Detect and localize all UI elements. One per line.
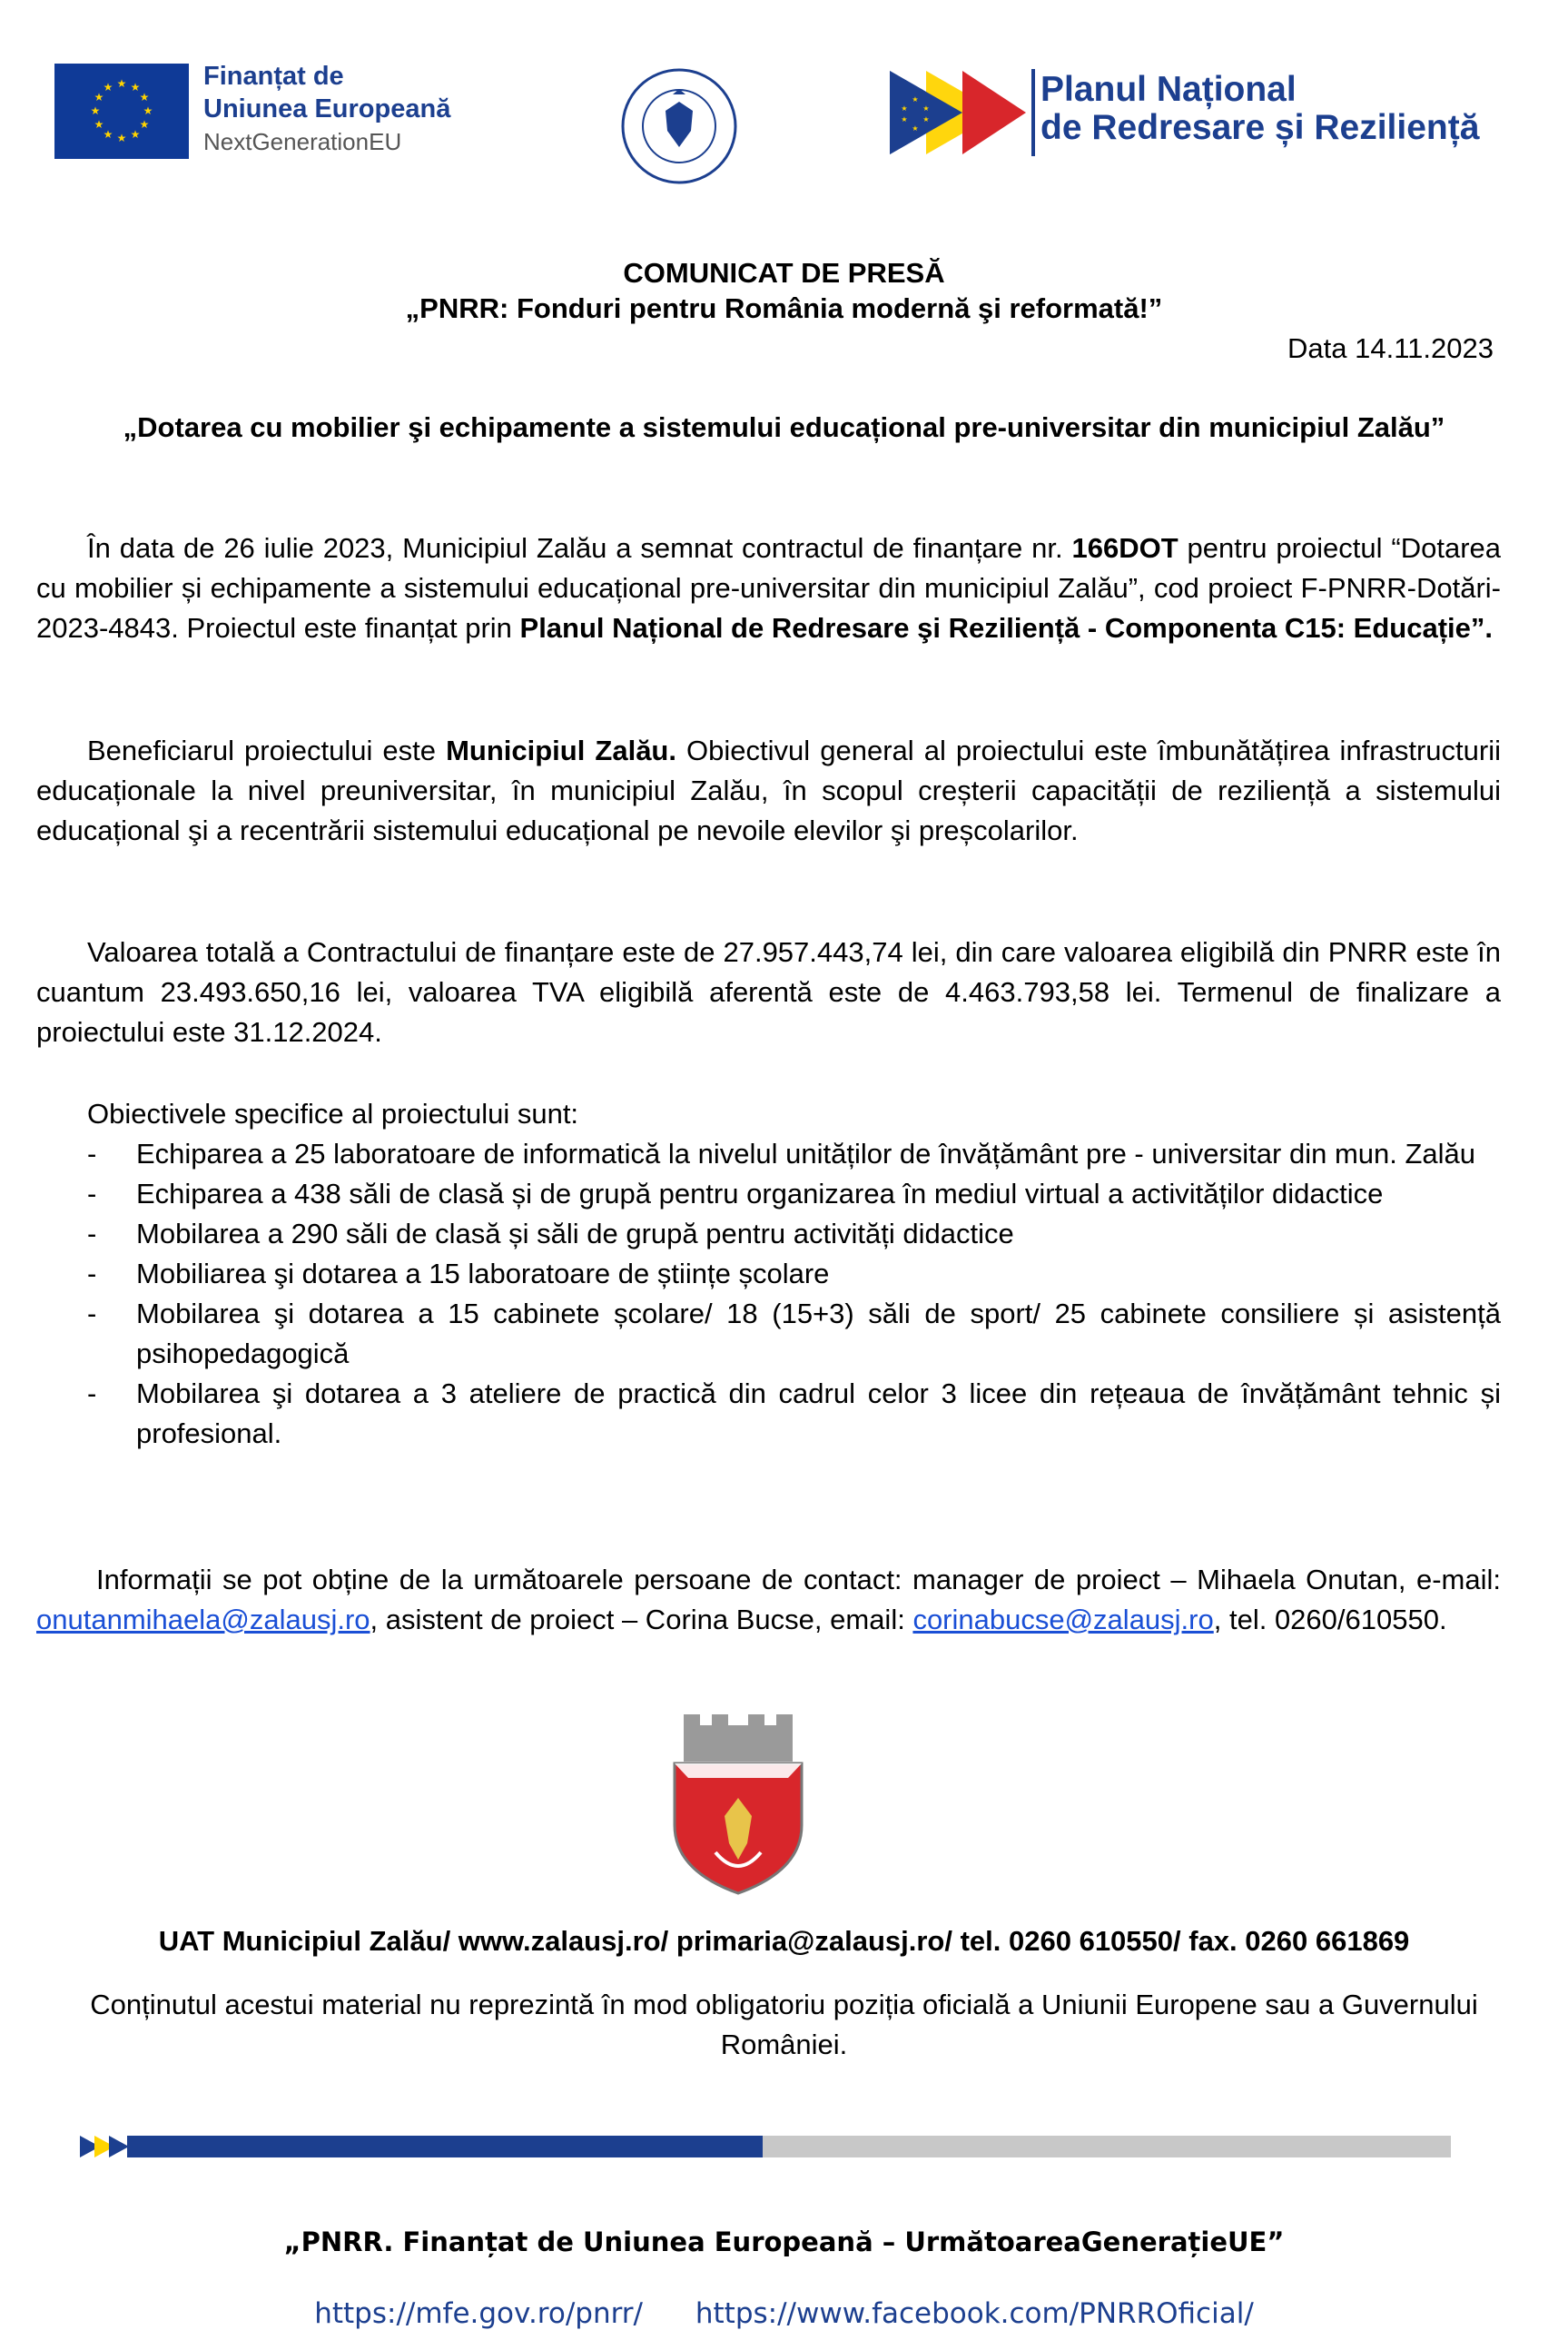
p3-text: Valoarea totală a Contractului de finanțare este de 27.957.443,74 lei, din care valoarea eligibilă din PNRR este în cuantum 23.493.650,16 lei, valoarea TVA eligibilă aferentă este de 4.463.793,58 lei. Termenul de finalizare a proiectului este 31.12.2024. [36,936,1501,1048]
list-item: - Mobiliarea şi dotarea a 15 laboratoare de științe școlare [87,1258,830,1289]
p1-program: Planul Național de Redresare şi Reziliență - Componenta C15: Educație”. [519,612,1493,644]
svg-text:★: ★ [103,128,113,141]
pnrr-divider [1031,69,1035,156]
p2-text-c: Obiectivul general al proiectului este îmbunătățirea infrastructurii educaționale la nivel preuniversitar, în municipiul Zalău, în scopul creșterii capacității de reziliență a sistemului educațional şi a recentrării sistemului educațional pe nevoile elevilor şi preșcolarilor. [36,735,1501,846]
p4-text-b: , asistent de proiect – Corina Bucse, email: [370,1604,913,1635]
p1-text-a: În data de 26 iulie 2023, Municipiul Zalău a semnat contractul de finanțare nr. [87,532,1072,564]
p2-text-a: Beneficiarul proiectului este [87,735,447,766]
press-release-subtitle: „PNRR: Fonduri pentru România modernă şi reformată!” [405,292,1163,324]
beneficiary-name: Municipiul Zalău. [446,735,676,766]
paragraph-contacts [36,1560,1501,1640]
paragraph-beneficiary [36,731,1501,851]
svg-text:★: ★ [94,91,104,104]
objective-text: Mobilarea şi dotarea a 15 cabinete școlare/ 18 (15+3) săli de sport/ 25 cabinete consiliere și asistență psihopedagogică [136,1298,1501,1369]
svg-text:★: ★ [901,104,908,113]
paragraph-contract [36,528,1501,648]
svg-text:★: ★ [130,128,141,141]
press-release-title: COMUNICAT DE PRESĂ [623,257,945,289]
list-item: - Mobilarea şi dotarea a 15 cabinete școlare/ 18 (15+3) săli de sport/ 25 cabinete consiliere și asistență psihopedagogică [87,1298,1501,1369]
stripe-arrow-icon [80,2136,134,2157]
list-item: - Mobilarea a 290 săli de clasă și săli de grupă pentru activități didactice [87,1218,1014,1249]
p4-text-c: , tel. 0260/610550. [1213,1604,1447,1635]
svg-text:★: ★ [130,81,141,94]
svg-text:★: ★ [139,91,150,104]
p1-text-c: pentru proiectul “Dotarea cu mobilier și echipamente a sistemului educațional pre-universitar din municipiul Zalău”, cod proiect F-PNRR-Dotări-2023-4843. Proiectul este finanțat prin [36,532,1501,644]
p4-text-a: Informații se pot obține de la următoarele persoane de contact: manager de proiect – Mihaela Onutan, e-mail: [96,1564,1501,1595]
release-date: Data 14.11.2023 [1287,332,1494,364]
objective-text: Mobiliarea şi dotarea a 15 laboratoare de științe școlare [136,1258,830,1289]
government-seal-logo [620,67,738,185]
eu-line-2: Uniunea Europeană [203,94,451,123]
contract-number: 166DOT [1071,532,1178,564]
svg-text:★: ★ [90,104,101,117]
objective-text: Echiparea a 25 laboratoare de informatică la nivelul unităților de învățământ pre - universitar din mun. Zalău [136,1138,1476,1170]
eu-line-3: NextGenerationEU [203,128,402,155]
pnrr-logo [890,71,1026,154]
svg-text:★: ★ [912,124,919,133]
svg-text:★: ★ [912,95,919,104]
mfe-link[interactable]: https://mfe.gov.ro/pnrr/ [314,2297,644,2330]
objectives-title: Obiectivele specifice al proiectului sunt: [87,1098,579,1130]
svg-text:★: ★ [139,118,150,131]
eu-funding-text [203,60,503,158]
list-item: - Echiparea a 25 laboratoare de informatică la nivelul unităților de învățământ pre - universitar din mun. Zalău [87,1138,1476,1170]
footer-stripe-grey [763,2136,1451,2157]
pnrr-line-2: de Redresare și Reziliență [1040,108,1480,147]
svg-text:★: ★ [922,104,930,113]
svg-text:★: ★ [116,77,127,90]
pnrr-line-1: Planul Național [1040,70,1297,109]
pnrr-slogan: „PNRR. Finanțat de Uniunea Europeană – UrmătoareaGenerațieUE” [283,2226,1285,2257]
facebook-link[interactable]: https://www.facebook.com/PNRROficial/ [695,2297,1254,2330]
eu-flag-logo [54,64,189,159]
svg-text:★: ★ [103,81,113,94]
svg-text:★: ★ [922,115,930,123]
svg-text:★: ★ [143,104,153,117]
manager-email-link[interactable]: onutanmihaela@zalausj.ro [36,1604,370,1635]
list-item: - Echiparea a 438 săli de clasă și de grupă pentru organizarea în mediul virtual a activităților didactice [87,1178,1384,1209]
assistant-email-link[interactable]: corinabucse@zalausj.ro [912,1604,1214,1635]
svg-text:★: ★ [901,115,908,123]
eu-line-1: Finanțat de [203,62,344,91]
objectives-list [36,1134,1501,1454]
svg-text:★: ★ [116,132,127,144]
footer-contact: UAT Municipiul Zalău/ www.zalausj.ro/ primaria@zalausj.ro/ tel. 0260 610550/ fax. 0260 661869 [158,1925,1410,1957]
paragraph-value [36,933,1501,1052]
objective-text: Mobilarea a 290 săli de clasă și săli de grupă pentru activități didactice [136,1218,1014,1249]
objective-text: Mobilarea şi dotarea a 3 ateliere de practică din cadrul celor 3 licee din rețeaua de învățământ tehnic și profesional. [136,1377,1501,1449]
footer-stripe-blue [127,2136,763,2157]
list-item: - Mobilarea şi dotarea a 3 ateliere de practică din cadrul celor 3 licee din rețeaua de învățământ tehnic și profesional. [87,1377,1501,1449]
project-heading: „Dotarea cu mobilier şi echipamente a sistemului educațional pre-universitar din municipiul Zalău” [123,411,1445,443]
pnrr-title [1040,71,1479,147]
svg-text:★: ★ [94,118,104,131]
zalau-coat-of-arms [661,1707,815,1898]
disclaimer: Conținutul acestui material nu reprezintă în mod obligatoriu poziția oficială a Uniunii Europene sau a Guvernului României. [90,1989,1478,2060]
footer-links [0,2297,1568,2330]
objective-text: Echiparea a 438 săli de clasă și de grupă pentru organizarea în mediul virtual a activităților didactice [136,1178,1384,1209]
